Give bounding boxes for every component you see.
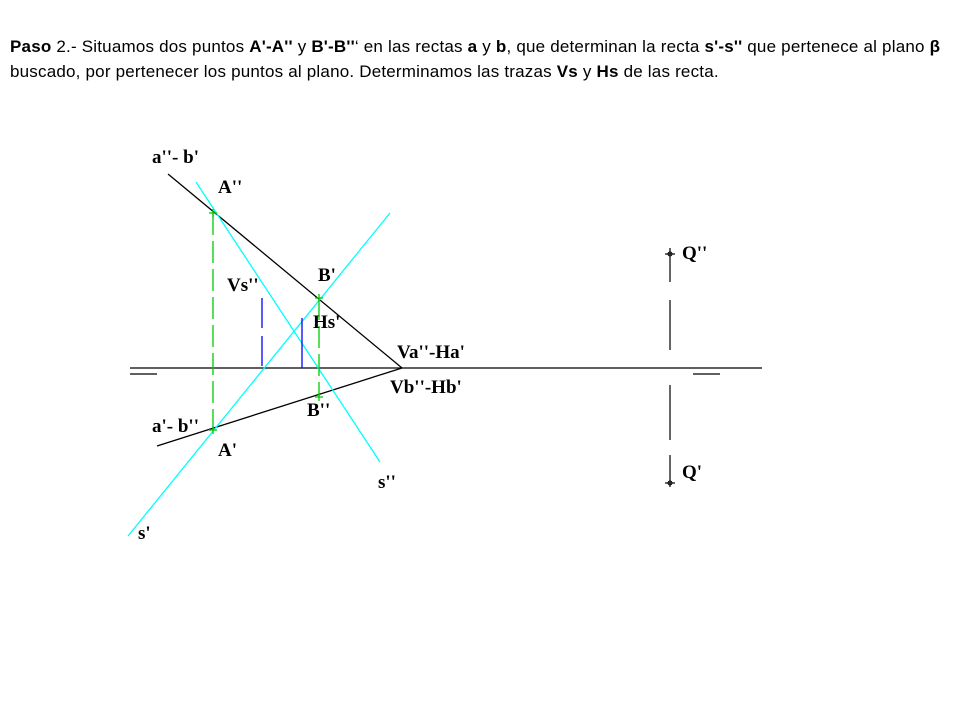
label-Vs-pp: Vs'' [227, 275, 259, 296]
point-A-pp [209, 209, 217, 217]
label-A-p: A' [218, 440, 237, 461]
text-segment: B'-B'' [311, 37, 355, 56]
line-a-pp-b-p [168, 174, 402, 368]
label-s-p: s' [138, 523, 151, 544]
text-segment: Paso [10, 37, 52, 56]
text-segment: Hs [596, 62, 619, 81]
label-Vb-Hb: Vb''-Hb' [390, 377, 462, 398]
text-segment: y [292, 37, 312, 56]
label-s-pp: s'' [378, 472, 396, 493]
text-segment: 2.- Situamos dos puntos [51, 37, 250, 56]
label-Q-pp: Q'' [682, 243, 708, 264]
label-a-pp-b-p: a''- b' [152, 147, 199, 168]
text-segment: buscado, por pertenecer los puntos al plano. Determinamos las trazas [10, 62, 557, 81]
text-segment: s'-s'' [704, 37, 743, 56]
text-segment: b [495, 37, 507, 56]
text-segment: y [577, 62, 597, 81]
text-segment: a [467, 37, 478, 56]
label-Va-Ha: Va''-Ha' [397, 342, 465, 363]
text-segment: , que determinan la recta [506, 37, 705, 56]
label-B-p: B' [318, 265, 336, 286]
text-segment: y [477, 37, 496, 56]
label-A-pp: A'' [218, 177, 243, 198]
label-Hs-p: Hs' [313, 312, 341, 333]
label-B-pp: B'' [307, 400, 331, 421]
text-segment: de las recta. [618, 62, 719, 81]
text-segment: Vs [556, 62, 578, 81]
line-s-pp [196, 182, 380, 462]
text-segment: β [929, 37, 941, 56]
line-s-p [128, 213, 390, 536]
text-segment: que pertenece al plano [742, 37, 930, 56]
text-segment: A'-A'' [249, 37, 293, 56]
label-Q-p: Q' [682, 462, 703, 483]
text-segment: ‘ en las rectas [354, 37, 468, 56]
label-a-p-b-pp: a'- b'' [152, 416, 199, 437]
